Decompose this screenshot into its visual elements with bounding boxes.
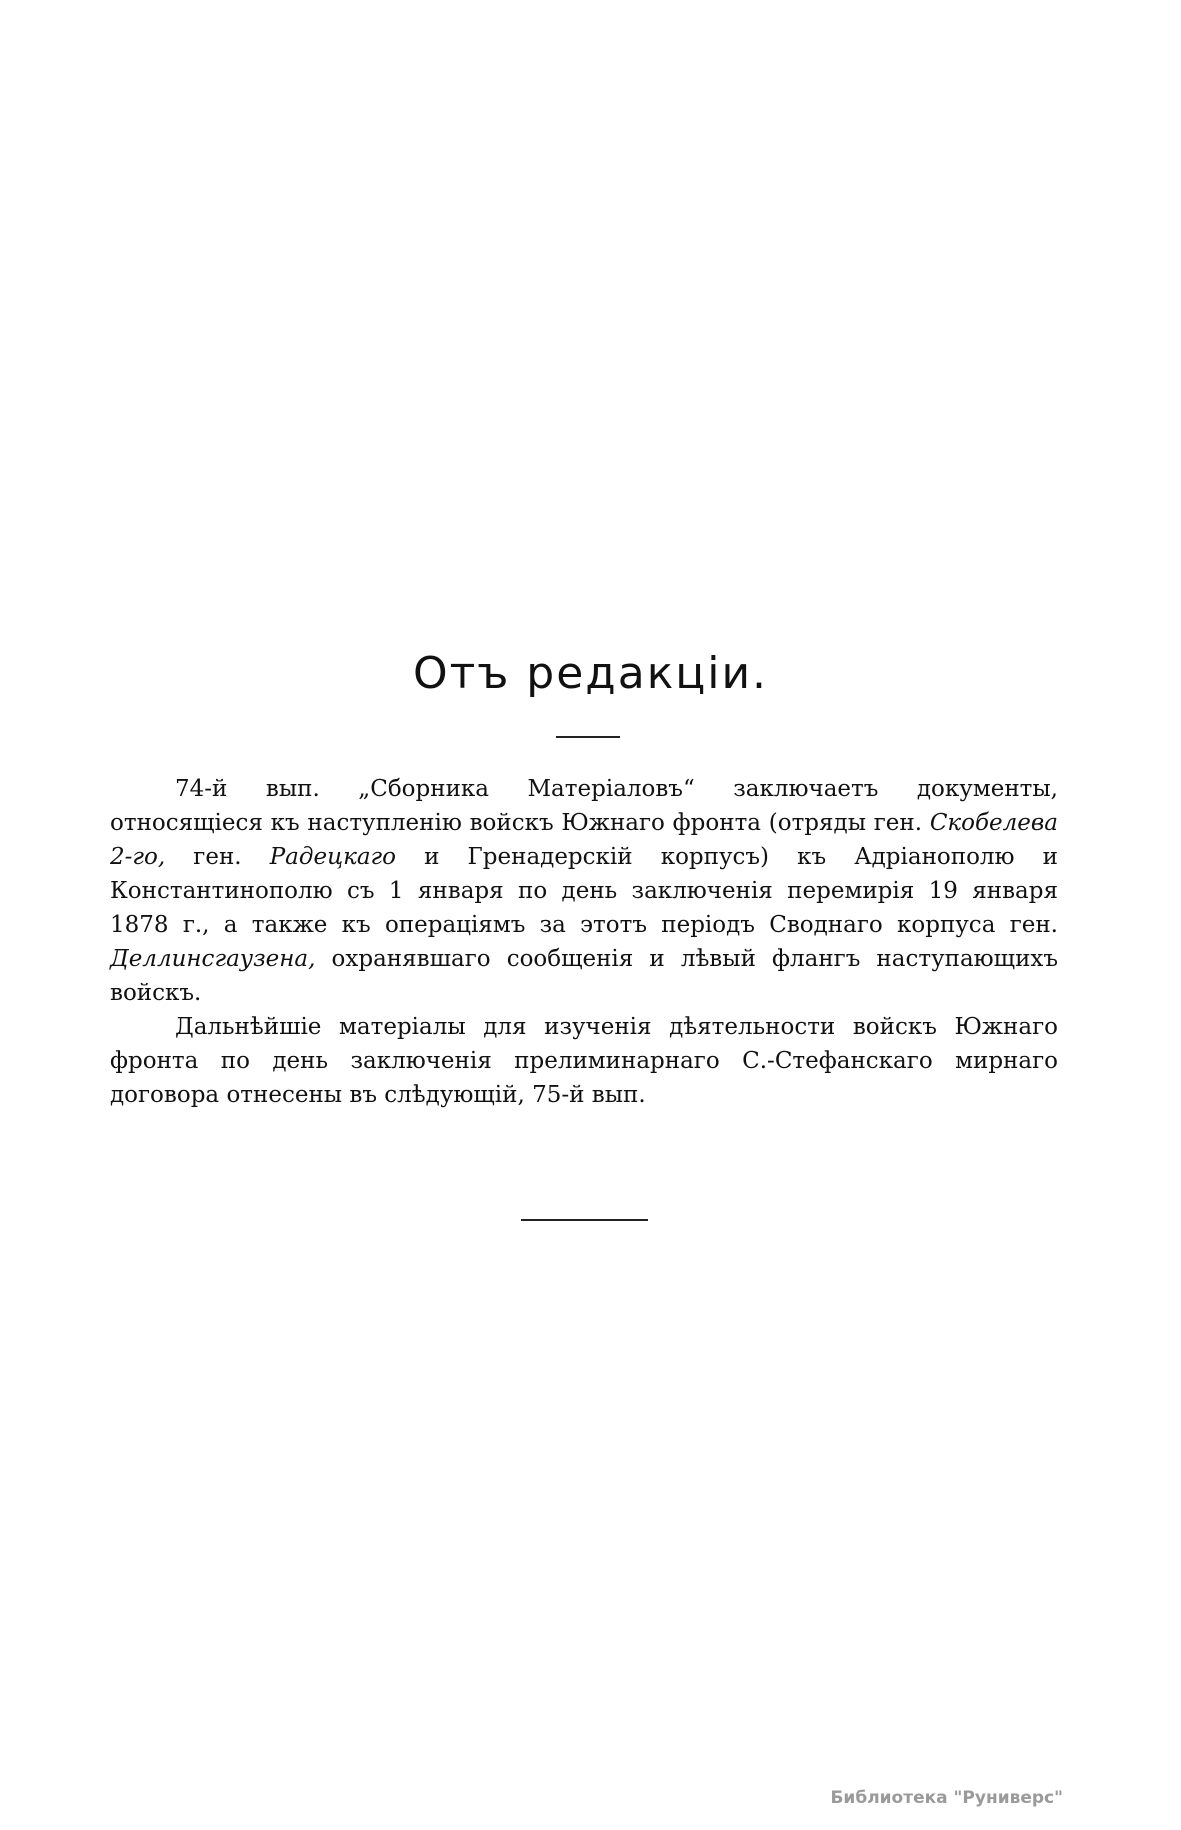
paragraph-1-part-1: 74-й вып. „Сборника Матеріаловъ“ заключаетъ документы, относящіеся къ наступленію войскъ Южнаго фронта (отряды ген. (110, 776, 1058, 836)
person-name-radetsky: Радецкаго (269, 844, 397, 870)
library-watermark: Библиотека "Руниверс" (830, 1788, 1063, 1808)
paragraph-1-part-4: охранявшаго сообщенія и лѣвый флангъ наступающихъ войскъ. (110, 946, 1058, 1006)
person-name-dellingshausen: Деллинсгаузена, (110, 946, 316, 972)
editorial-text (110, 772, 1058, 1112)
paragraph-1-part-2: ген. (165, 844, 270, 870)
title-divider (556, 736, 620, 738)
page-title: Отъ редакціи. (412, 648, 769, 699)
paragraph-2: Дальнѣйшіе матеріалы для изученія дѣятельности войскъ Южнаго фронта по день заключенія прелиминарнаго С.-Стефанскаго мирнаго договора отнесены въ слѣдующій, 75-й вып. (110, 1014, 1058, 1108)
paragraph-1-part-3: и Гренадерскій корпусъ) къ Адріанополю и Константинополю съ 1 января по день заключенія перемирія 19 января 1878 г., а также къ операціямъ за этотъ періодъ Своднаго корпуса ген. (110, 844, 1058, 938)
person-name-skobelev: Скобелева 2-го, (110, 810, 1058, 870)
closing-divider (521, 1219, 648, 1221)
paragraph-1 (110, 772, 1058, 1010)
